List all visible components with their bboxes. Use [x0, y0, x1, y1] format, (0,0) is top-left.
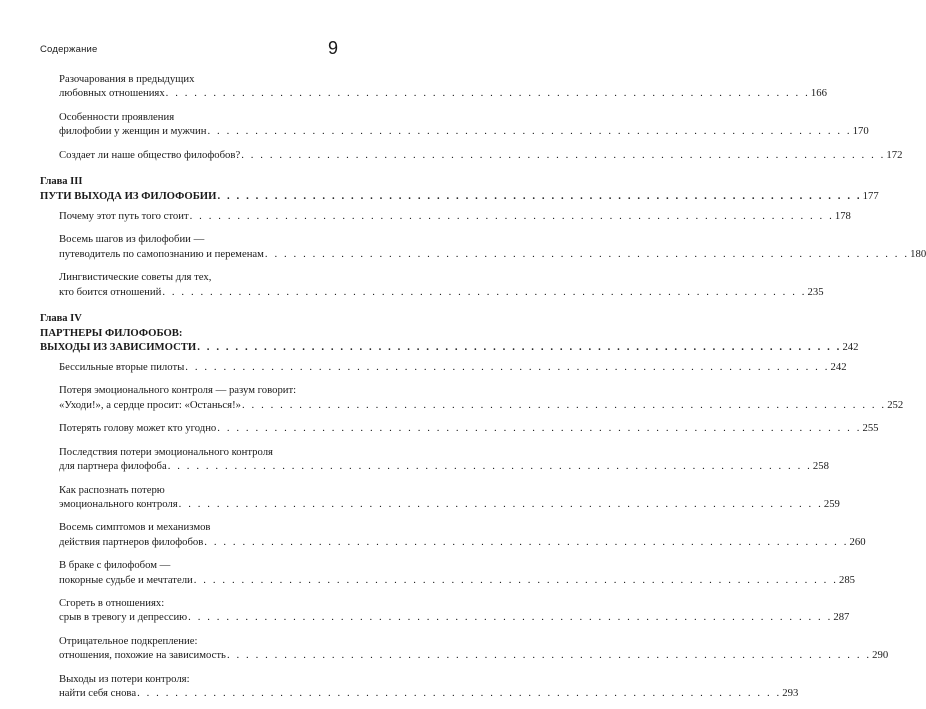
toc-entry-text: филофобии у женщин и мужчин — [59, 125, 207, 138]
toc-page-number: 259 — [823, 497, 840, 510]
toc-leader-line — [59, 86, 827, 100]
chapter-label: Глава IV — [40, 313, 82, 325]
dot-leader: . . . . . . . . . . . . . . . . . . . . . . . . . . . . . . . . . . . . . . . . . . . . . . . . . . . . . . . . . . . . . . . . . . . . — [162, 285, 807, 298]
toc-entry — [59, 421, 879, 435]
toc-entry-text: Потерять голову может кто угодно — [59, 422, 217, 435]
dot-leader: . . . . . . . . . . . . . . . . . . . . . . . . . . . . . . . . . . . . . . . . . . . . . . . . . . . . . . . . . . . . . . . . . . . . — [189, 210, 834, 223]
toc-leader-line — [59, 497, 840, 511]
page-number: 9 — [328, 38, 339, 58]
toc-entry-line: Выходы из потери контроля: — [59, 672, 190, 685]
dot-leader: . . . . . . . . . . . . . . . . . . . . . . . . . . . . . . . . . . . . . . . . . . . . . . . . . . . . . . . . . . . . . . . . . . . . — [165, 87, 810, 100]
toc-page-number: 177 — [862, 190, 879, 203]
chapter-heading-chapter3 — [40, 175, 879, 203]
toc-entry-text: Бессильные вторые пилоты — [59, 361, 185, 374]
toc-entry-text: действия партнеров филофобов — [59, 535, 204, 548]
toc-entry — [59, 634, 889, 663]
toc-entry-line: В браке с филофобом — — [59, 559, 171, 572]
toc-entry-line: Сгореть в отношениях: — [59, 596, 165, 609]
toc-page-number: 287 — [833, 611, 850, 624]
toc-page-number: 258 — [812, 460, 829, 473]
dot-leader: . . . . . . . . . . . . . . . . . . . . . . . . . . . . . . . . . . . . . . . . . . . . . . . . . . . . . . . . . . . . . . . . . . . . — [204, 535, 849, 548]
toc-entry-text: путеводитель по самопознанию и переменам — [59, 247, 264, 260]
toc-entry — [59, 596, 850, 625]
dot-leader: . . . . . . . . . . . . . . . . . . . . . . . . . . . . . . . . . . . . . . . . . . . . . . . . . . . . . . . . . . . . . . . . . . . . — [217, 422, 862, 435]
toc-entry — [59, 445, 829, 474]
chapter-label: Глава III — [40, 176, 83, 188]
toc-entry-text: ПУТИ ВЫХОДА ИЗ ФИЛОФОБИИ — [40, 190, 217, 203]
dot-leader: . . . . . . . . . . . . . . . . . . . . . . . . . . . . . . . . . . . . . . . . . . . . . . . . . . . . . . . . . . . . . . . . . . . . — [137, 686, 782, 699]
running-title: Содержание — [40, 44, 98, 55]
toc-entry-text: найти себя снова — [59, 686, 137, 699]
toc-entry — [59, 148, 903, 162]
dot-leader: . . . . . . . . . . . . . . . . . . . . . . . . . . . . . . . . . . . . . . . . . . . . . . . . . . . . . . . . . . . . . . . . . . . . — [217, 190, 862, 203]
toc-leader-line — [59, 360, 847, 374]
dot-leader: . . . . . . . . . . . . . . . . . . . . . . . . . . . . . . . . . . . . . . . . . . . . . . . . . . . . . . . . . . . . . . . . . . . . — [226, 649, 872, 662]
dot-leader: . . . . . . . . . . . . . . . . . . . . . . . . . . . . . . . . . . . . . . . . . . . . . . . . . . . . . . . . . . . . . . . . . . . . — [167, 460, 812, 473]
toc-page-number: 242 — [830, 361, 847, 374]
dot-leader: . . . . . . . . . . . . . . . . . . . . . . . . . . . . . . . . . . . . . . . . . . . . . . . . . . . . . . . . . . . . . . . . . . . . — [241, 148, 886, 161]
toc-entry-line: Отрицательное подкрепление: — [59, 634, 198, 647]
toc-entry-text: любовных отношениях — [59, 87, 165, 100]
toc-entry-text: кто боится отношений — [59, 285, 162, 298]
toc-leader-line — [59, 148, 903, 162]
toc-page-number: 178 — [834, 210, 851, 223]
toc-leader-line — [59, 398, 904, 412]
table-of-contents — [40, 72, 926, 709]
toc-entry-text: Создает ли наше общество филофобов? — [59, 148, 241, 161]
toc-entry — [59, 360, 847, 374]
dot-leader: . . . . . . . . . . . . . . . . . . . . . . . . . . . . . . . . . . . . . . . . . . . . . . . . . . . . . . . . . . . . . . . . . . . . — [241, 398, 887, 411]
toc-leader-line — [59, 459, 829, 473]
toc-entry-line: Особенности проявления — [59, 110, 175, 123]
toc-entry-text: покорные судьбе и мечтатели — [59, 573, 193, 586]
toc-entry-text: для партнера филофоба — [59, 460, 167, 473]
chapter-title-line: ПАРТНЕРЫ ФИЛОФОБОВ: — [40, 327, 183, 340]
toc-page-number: 255 — [862, 422, 879, 435]
toc-entry-text: срыв в тревогу и депрессию — [59, 611, 188, 624]
toc-page-number: 235 — [807, 285, 824, 298]
toc-entry — [59, 383, 904, 412]
toc-entry — [59, 672, 799, 701]
toc-leader-line — [40, 189, 879, 203]
dot-leader: . . . . . . . . . . . . . . . . . . . . . . . . . . . . . . . . . . . . . . . . . . . . . . . . . . . . . . . . . . . . . . . . . . . . — [207, 125, 852, 138]
toc-leader-line — [59, 610, 850, 624]
toc-page-number: 170 — [852, 125, 869, 138]
toc-entry — [59, 72, 827, 101]
toc-leader-line — [59, 124, 869, 138]
chapter-heading-chapter4 — [40, 312, 859, 354]
toc-entry — [59, 558, 855, 587]
toc-page-number: 260 — [849, 535, 866, 548]
toc-leader-line — [59, 535, 866, 549]
dot-leader: . . . . . . . . . . . . . . . . . . . . . . . . . . . . . . . . . . . . . . . . . . . . . . . . . . . . . . . . . . . . . . . . . . . . — [193, 573, 838, 586]
toc-entry-line: Последствия потери эмоционального контроля — [59, 445, 273, 458]
toc-leader-line — [59, 421, 879, 435]
toc-entry — [59, 232, 926, 261]
dot-leader: . . . . . . . . . . . . . . . . . . . . . . . . . . . . . . . . . . . . . . . . . . . . . . . . . . . . . . . . . . . . . . . . . . . . — [178, 497, 823, 510]
toc-entry — [59, 270, 824, 299]
toc-entry-line: Как распознать потерю — [59, 483, 165, 496]
toc-page-number: 172 — [886, 148, 903, 161]
toc-entry-text: Почему этот путь того стоит — [59, 210, 189, 223]
toc-leader-line — [59, 648, 889, 662]
dot-leader: . . . . . . . . . . . . . . . . . . . . . . . . . . . . . . . . . . . . . . . . . . . . . . . . . . . . . . . . . . . . . . . . . . . . — [188, 611, 833, 624]
toc-entry-line: Восемь симптомов и механизмов — [59, 521, 211, 534]
toc-entry-text: ВЫХОДЫ ИЗ ЗАВИСИМОСТИ — [40, 341, 197, 354]
toc-entry — [59, 110, 869, 139]
toc-leader-line — [59, 573, 855, 587]
toc-entry — [59, 483, 840, 512]
toc-page-number: 180 — [910, 247, 926, 260]
toc-page-number: 293 — [782, 686, 799, 699]
toc-leader-line — [59, 209, 851, 223]
toc-entry-text: эмоционального контроля — [59, 497, 178, 510]
toc-entry-line: Лингвистические советы для тех, — [59, 271, 212, 284]
toc-leader-line — [40, 340, 859, 354]
dot-leader: . . . . . . . . . . . . . . . . . . . . . . . . . . . . . . . . . . . . . . . . . . . . . . . . . . . . . . . . . . . . . . . . . . . . — [185, 361, 830, 374]
dot-leader: . . . . . . . . . . . . . . . . . . . . . . . . . . . . . . . . . . . . . . . . . . . . . . . . . . . . . . . . . . . . . . . . . . . . — [197, 341, 842, 354]
toc-leader-line — [59, 285, 824, 299]
toc-entry-line: Восемь шагов из филофобии — — [59, 233, 205, 246]
toc-page-number: 242 — [842, 341, 859, 354]
toc-entry-text: «Уходи!», а сердце просит: «Останься!» — [59, 398, 241, 411]
toc-leader-line — [59, 686, 799, 700]
dot-leader: . . . . . . . . . . . . . . . . . . . . . . . . . . . . . . . . . . . . . . . . . . . . . . . . . . . . . . . . . . . . . . . . . . . . — [264, 247, 910, 260]
toc-entry — [59, 520, 866, 549]
toc-entry-text: отношения, похожие на зависимость — [59, 649, 226, 662]
toc-entry — [59, 209, 851, 223]
toc-page-number: 290 — [872, 649, 889, 662]
toc-entry-line: Потеря эмоционального контроля — разум говорит: — [59, 384, 297, 397]
toc-leader-line — [59, 247, 926, 261]
toc-page-number: 285 — [838, 573, 855, 586]
toc-page-number: 166 — [810, 87, 827, 100]
toc-entry-line: Разочарования в предыдущих — [59, 73, 195, 85]
toc-page-number: 252 — [887, 398, 904, 411]
